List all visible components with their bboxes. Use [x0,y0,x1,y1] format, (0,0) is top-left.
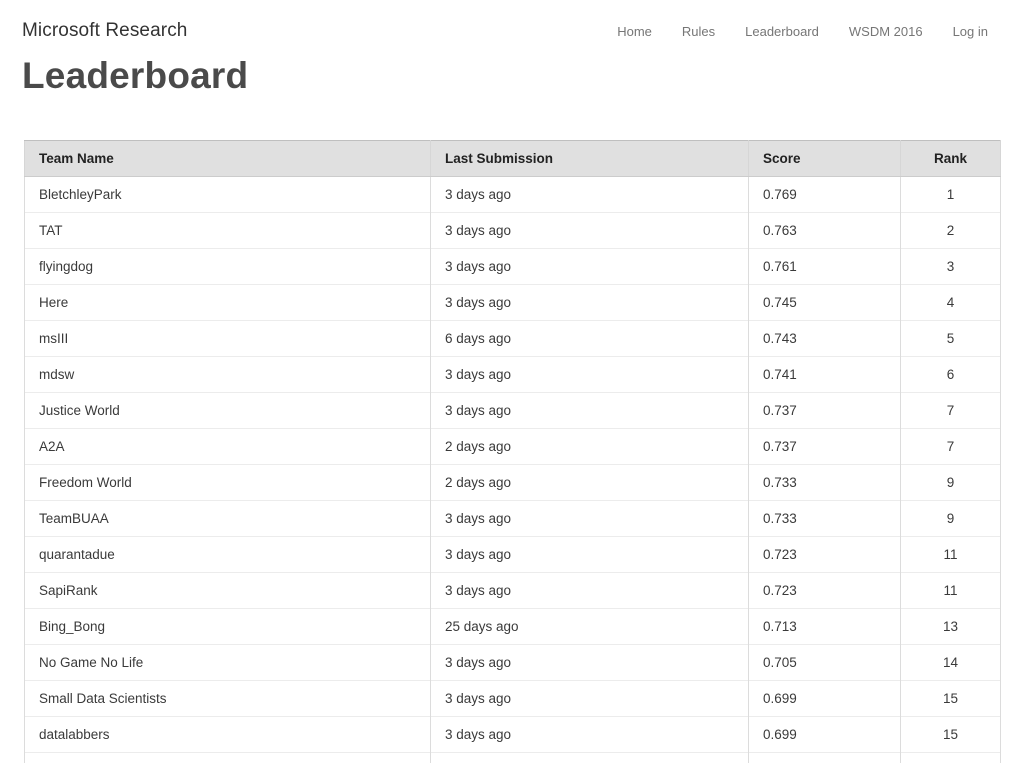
cell-team: Freedom World [25,465,431,501]
nav-login[interactable]: Log in [952,23,988,39]
table-row [25,357,1001,393]
cell-score: 0.743 [749,321,901,357]
cell-rank: 9 [901,501,1001,537]
cell-empty [901,753,1001,763]
cell-last-submission: 3 days ago [431,573,749,609]
cell-team: msIII [25,321,431,357]
cell-score: 0.761 [749,249,901,285]
column-header-team-name: Team Name [25,141,431,177]
cell-team: SapiRank [25,573,431,609]
cell-last-submission: 3 days ago [431,177,749,213]
nav-home[interactable]: Home [617,23,652,39]
cell-score: 0.737 [749,429,901,465]
cell-last-submission: 3 days ago [431,357,749,393]
cell-score: 0.745 [749,285,901,321]
leaderboard-table-body [25,177,1001,763]
cell-last-submission: 3 days ago [431,213,749,249]
cell-score: 0.737 [749,393,901,429]
column-header-last-submission: Last Submission [431,141,749,177]
cell-last-submission: 3 days ago [431,645,749,681]
cell-rank: 15 [901,717,1001,753]
cell-rank: 3 [901,249,1001,285]
cell-rank: 14 [901,645,1001,681]
table-row [25,177,1001,213]
cell-rank: 7 [901,393,1001,429]
cell-team: Small Data Scientists [25,681,431,717]
top-bar [0,0,1024,44]
page-title: Leaderboard [22,55,249,96]
table-row [25,537,1001,573]
nav-leaderboard[interactable]: Leaderboard [745,23,819,39]
cell-rank: 7 [901,429,1001,465]
cell-last-submission: 3 days ago [431,537,749,573]
table-row [25,393,1001,429]
cell-score: 0.723 [749,537,901,573]
microsoft-research-logo[interactable]: Microsoft Research [22,20,188,41]
table-row [25,213,1001,249]
cell-rank: 11 [901,537,1001,573]
cell-score: 0.713 [749,609,901,645]
main-nav [617,24,988,39]
cell-team: Here [25,285,431,321]
cell-team: Bing_Bong [25,609,431,645]
cell-rank: 6 [901,357,1001,393]
cell-last-submission: 3 days ago [431,249,749,285]
column-header-rank: Rank [901,141,1001,177]
cell-last-submission: 25 days ago [431,609,749,645]
cell-team: No Game No Life [25,645,431,681]
cell-score: 0.723 [749,573,901,609]
cell-team: Justice World [25,393,431,429]
cell-empty [749,753,901,763]
cell-rank: 11 [901,573,1001,609]
cell-rank: 1 [901,177,1001,213]
cell-team: datalabbers [25,717,431,753]
table-row [25,609,1001,645]
cell-score: 0.699 [749,717,901,753]
cell-score: 0.733 [749,501,901,537]
cell-last-submission: 2 days ago [431,465,749,501]
table-row [25,717,1001,753]
cell-score: 0.699 [749,681,901,717]
column-header-score: Score [749,141,901,177]
cell-score: 0.741 [749,357,901,393]
cell-rank: 2 [901,213,1001,249]
cell-rank: 9 [901,465,1001,501]
table-header [25,141,1001,177]
cell-score: 0.769 [749,177,901,213]
cell-empty [25,753,431,763]
cell-rank: 4 [901,285,1001,321]
leaderboard-table [24,140,1001,763]
table-row [25,501,1001,537]
nav-rules[interactable]: Rules [681,23,716,39]
cell-last-submission: 3 days ago [431,285,749,321]
cell-score: 0.705 [749,645,901,681]
table-row [25,429,1001,465]
cell-rank: 5 [901,321,1001,357]
cell-rank: 13 [901,609,1001,645]
table-row [25,573,1001,609]
cell-last-submission: 6 days ago [431,321,749,357]
table-row-partial [25,753,1001,763]
cell-team: TeamBUAA [25,501,431,537]
nav-wsdm-2016[interactable]: WSDM 2016 [848,23,923,39]
table-row [25,465,1001,501]
cell-last-submission: 2 days ago [431,429,749,465]
table-row [25,249,1001,285]
table-row [25,645,1001,681]
leaderboard-table-container [24,140,1000,763]
table-row [25,285,1001,321]
cell-last-submission: 3 days ago [431,717,749,753]
cell-team: BletchleyPark [25,177,431,213]
cell-rank: 15 [901,681,1001,717]
table-row [25,321,1001,357]
table-row [25,681,1001,717]
cell-score: 0.763 [749,213,901,249]
cell-last-submission: 3 days ago [431,681,749,717]
cell-team: TAT [25,213,431,249]
cell-score: 0.733 [749,465,901,501]
cell-last-submission: 3 days ago [431,501,749,537]
cell-team: flyingdog [25,249,431,285]
cell-empty [431,753,749,763]
cell-team: mdsw [25,357,431,393]
cell-team: quarantadue [25,537,431,573]
cell-last-submission: 3 days ago [431,393,749,429]
cell-team: A2A [25,429,431,465]
